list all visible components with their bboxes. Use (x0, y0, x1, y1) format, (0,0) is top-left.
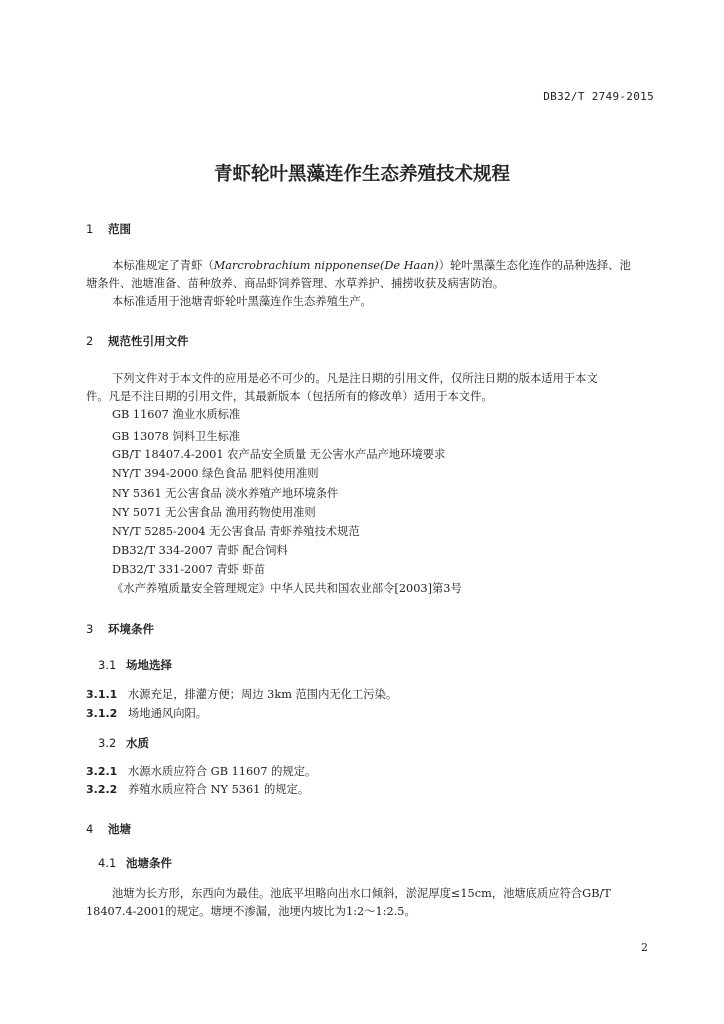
reference-item: GB 11607 渔业水质标准 (112, 408, 241, 421)
clause-text: 养殖水质应符合 NY 5361 的规定。 (128, 783, 310, 796)
section-1-heading (86, 221, 131, 237)
section-number: 1 (86, 222, 94, 236)
subsection-number: 3.1 (98, 658, 117, 672)
subsection-3-1-heading (98, 657, 172, 673)
subsection-title: 水质 (126, 736, 149, 750)
subsection-number: 4.1 (98, 856, 117, 870)
section-title: 环境条件 (108, 622, 154, 636)
subsection-title: 场地选择 (126, 658, 172, 672)
document-title: 青虾轮叶黑藻连作生态养殖技术规程 (213, 164, 510, 185)
clause-number: 3.1.2 (86, 707, 118, 720)
section-title: 规范性引用文件 (108, 334, 189, 348)
subsection-4-1-heading (98, 855, 172, 871)
clause-item (86, 763, 316, 779)
clause-number: 3.2.2 (86, 783, 118, 796)
clause-number: 3.2.1 (86, 765, 118, 778)
clause-item (86, 686, 397, 702)
section-2-heading (86, 333, 189, 349)
reference-item: NY/T 5285-2004 无公害食品 青虾养殖技术规范 (112, 525, 360, 538)
reference-item: GB 13078 饲料卫生标准 (112, 430, 241, 443)
clause-item (86, 705, 207, 721)
scope-paragraph-2: 本标准适用于池塘青虾轮叶黑藻连作生态养殖生产。 (112, 295, 372, 308)
clause-item (86, 781, 309, 797)
reference-item: GB/T 18407.4-2001 农产品安全质量 无公害水产品产地环境要求 (112, 448, 446, 461)
reference-item: NY 5361 无公害食品 淡水养殖产地环境条件 (112, 487, 339, 500)
pond-paragraph-line-1: 池塘为长方形，东西向为最佳。池底平坦略向出水口倾斜，淤泥厚度≤15cm，池塘底质应符合GB/T (112, 887, 611, 900)
standard-code: DB32/T 2749-2015 (543, 90, 654, 103)
pond-paragraph-line-2: 18407.4-2001的规定。塘埂不渗漏，池埂内坡比为1:2～1:2.5。 (86, 905, 416, 918)
references-intro-line-2: 件。凡是不注日期的引用文件，其最新版本（包括所有的修改单）适用于本文件。 (86, 390, 493, 403)
reference-item: 《水产养殖质量安全管理规定》中华人民共和国农业部令[2003]第3号 (112, 582, 462, 595)
reference-item: DB32/T 334-2007 青虾 配合饲料 (112, 544, 288, 557)
references-intro-line-1: 下列文件对于本文件的应用是必不可少的。凡是注日期的引用文件，仅所注日期的版本适用于本文 (112, 372, 598, 385)
section-title: 范围 (108, 222, 131, 236)
subsection-3-2-heading (98, 735, 149, 751)
clause-text: 水源充足，排灌方便；周边 3km 范围内无化工污染。 (128, 688, 398, 701)
clause-number: 3.1.1 (86, 688, 118, 701)
text-span: ）轮叶黑藻生态化连作的品种选择、池 (438, 259, 631, 272)
clause-text: 场地通风向阳。 (128, 707, 208, 720)
reference-item: DB32/T 331-2007 青虾 虾苗 (112, 563, 266, 576)
section-title: 池塘 (108, 822, 131, 836)
section-number: 2 (86, 334, 94, 348)
section-4-heading (86, 821, 131, 837)
reference-item: NY/T 394-2000 绿色食品 肥料使用准则 (112, 467, 319, 480)
scope-paragraph-line-2: 塘条件、池塘准备、苗种放养、商品虾饲养管理、水草养护、捕捞收获及病害防治。 (86, 277, 504, 290)
clause-text: 水源水质应符合 GB 11607 的规定。 (128, 765, 317, 778)
scope-paragraph-line-1 (112, 257, 631, 275)
section-number: 3 (86, 622, 94, 636)
section-3-heading (86, 621, 154, 637)
section-number: 4 (86, 822, 94, 836)
latin-name: Marcrobrachium nipponense(De Haan) (213, 259, 439, 272)
subsection-number: 3.2 (98, 736, 117, 750)
subsection-title: 池塘条件 (126, 856, 172, 870)
page-number: 2 (641, 941, 648, 954)
text-span: 本标准规定了青虾（ (112, 259, 214, 272)
reference-item: NY 5071 无公害食品 渔用药物使用准则 (112, 506, 316, 519)
